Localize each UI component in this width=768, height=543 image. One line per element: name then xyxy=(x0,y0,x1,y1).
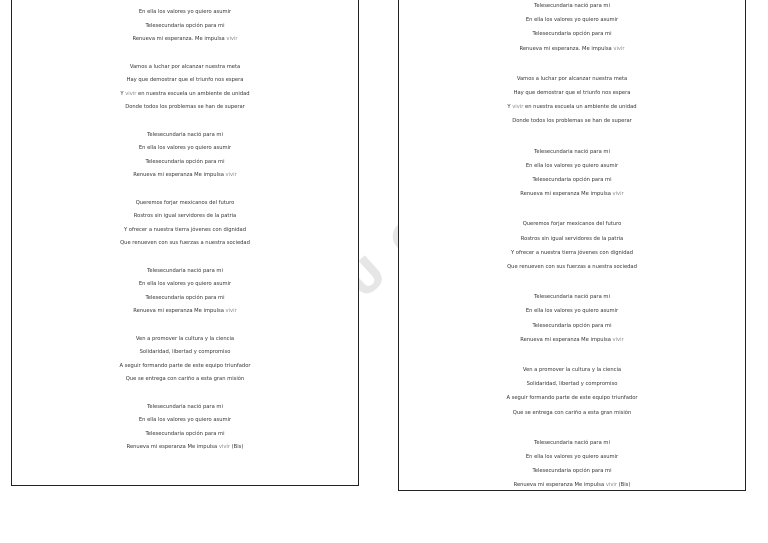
lyric-line: Renueva mi esperanza. Me impulsa vivir xyxy=(132,36,238,42)
stanza xyxy=(399,217,745,274)
stanza xyxy=(399,436,745,493)
lyric-line: Telesecundaria opción para mi xyxy=(145,294,225,301)
lyric-line: Telesecundaria nació para mi xyxy=(534,294,610,301)
lyric-line: En ella los valores yo quiero asumir xyxy=(525,17,619,24)
lyric-line: En ella los valores yo quiero asumir xyxy=(138,9,232,15)
lyrics-block xyxy=(399,0,745,509)
lyric-line: A seguir formando parte de este equipo triunfador xyxy=(506,395,638,402)
lyric-line: En ella los valores yo quiero asumir xyxy=(525,454,619,461)
lyric-line: En ella los valores yo quiero asumir xyxy=(138,145,232,151)
lyric-line: Renueva mi esperanza Me impulsa vivir xyxy=(520,336,624,343)
lyric-line: Telesecundaria nació para mi xyxy=(534,439,610,446)
lyric-line: Telesecundaria opción para mi xyxy=(532,468,612,475)
lyric-line: Que se entrega con cariño a esta gran misión xyxy=(512,409,632,416)
lyric-line: Renueva mi esperanza Me impulsa vivir (Bis) xyxy=(513,482,631,489)
document-page-left xyxy=(11,0,359,486)
document-page-right xyxy=(398,0,746,491)
stanza xyxy=(12,6,358,47)
lyric-line: Queremos forjar mexicanos del futuro xyxy=(135,199,235,206)
stanza xyxy=(399,0,745,56)
lyric-line: Telesecundaria opción para mi xyxy=(532,177,612,184)
lyric-line: Renueva mi esperanza Me impulsa vivir xyxy=(133,172,237,178)
lyric-line: Ven a promover la cultura y la ciencia xyxy=(522,367,622,374)
lyric-line: Y vivir en nuestra escuela un ambiente de unidad xyxy=(120,90,250,97)
lyric-line: Renueva mi esperanza. Me impulsa vivir xyxy=(519,45,625,52)
lyric-line: Y ofrecer a nuestra tierra jóvenes con dignidad xyxy=(123,226,246,233)
lyric-line: Queremos forjar mexicanos del futuro xyxy=(522,221,622,228)
lyric-line: Telesecundaria nació para mi xyxy=(534,3,610,9)
stanza xyxy=(12,61,358,115)
lyric-line: Renueva mi esperanza Me impulsa vivir xyxy=(133,308,237,314)
stanza xyxy=(399,145,745,202)
lyrics-block xyxy=(12,6,358,469)
lyric-line: En ella los valores yo quiero asumir xyxy=(138,281,232,287)
lyric-line: Solidaridad, libertad y compromiso xyxy=(139,349,231,355)
lyric-line: Renueva mi esperanza Me impulsa vivir (Bis) xyxy=(126,444,244,450)
stanza xyxy=(399,290,745,347)
stanza xyxy=(12,197,358,251)
stanza xyxy=(12,401,358,455)
lyric-line: Telesecundaria nació para mi xyxy=(147,267,223,274)
lyric-line: Telesecundaria nació para mi xyxy=(147,403,223,410)
lyric-line: Y ofrecer a nuestra tierra jóvenes con dignidad xyxy=(510,249,633,256)
lyric-line: Rostros sin igual servidores de la patria xyxy=(520,235,624,242)
lyric-line: Vamos a luchar por alcanzar nuestra meta xyxy=(129,63,241,70)
lyric-line: Telesecundaria opción para mi xyxy=(145,158,225,165)
stanza xyxy=(12,129,358,183)
lyric-line: En ella los valores yo quiero asumir xyxy=(525,162,619,169)
lyric-line: Telesecundaria opción para mi xyxy=(532,322,612,329)
lyric-line: Ven a promover la cultura y la ciencia xyxy=(135,335,235,342)
stanza xyxy=(12,333,358,387)
lyric-line: A seguir formando parte de este equipo triunfador xyxy=(119,362,251,369)
lyric-line: Y vivir en nuestra escuela un ambiente de unidad xyxy=(507,104,637,111)
lyric-line: Vamos a luchar por alcanzar nuestra meta xyxy=(516,75,628,82)
lyric-line: Telesecundaria opción para mi xyxy=(145,430,225,437)
lyric-line: Que se entrega con cariño a esta gran misión xyxy=(125,376,245,382)
stanza xyxy=(12,265,358,319)
lyric-line: Telesecundaria opción para mi xyxy=(532,31,612,38)
lyric-line: Solidaridad, libertad y compromiso xyxy=(526,381,618,388)
lyric-line: Telesecundaria opción para mi xyxy=(145,22,225,29)
stanza xyxy=(399,363,745,420)
stanza xyxy=(399,72,745,129)
lyric-line: Telesecundaria nació para mi xyxy=(147,131,223,138)
lyric-line: En ella los valores yo quiero asumir xyxy=(525,308,619,315)
lyric-line: Que renueven con sus fuerzas a nuestra sociedad xyxy=(120,240,250,246)
watermark: Ü xyxy=(335,244,400,309)
lyric-line: Donde todos los problemas se han de superar xyxy=(125,104,245,110)
lyric-line: Telesecundaria nació para mi xyxy=(534,148,610,155)
lyric-line: Hay que demostrar que el triunfo nos espera xyxy=(126,77,244,83)
lyric-line: Donde todos los problemas se han de superar xyxy=(512,118,632,125)
lyric-line: Que renueven con sus fuerzas a nuestra sociedad xyxy=(507,264,637,271)
lyric-line: En ella los valores yo quiero asumir xyxy=(138,417,232,423)
lyric-line: Hay que demostrar que el triunfo nos espera xyxy=(513,90,631,97)
lyric-line: Rostros sin igual servidores de la patria xyxy=(133,213,237,219)
lyric-line: Renueva mi esperanza Me impulsa vivir xyxy=(520,191,624,198)
